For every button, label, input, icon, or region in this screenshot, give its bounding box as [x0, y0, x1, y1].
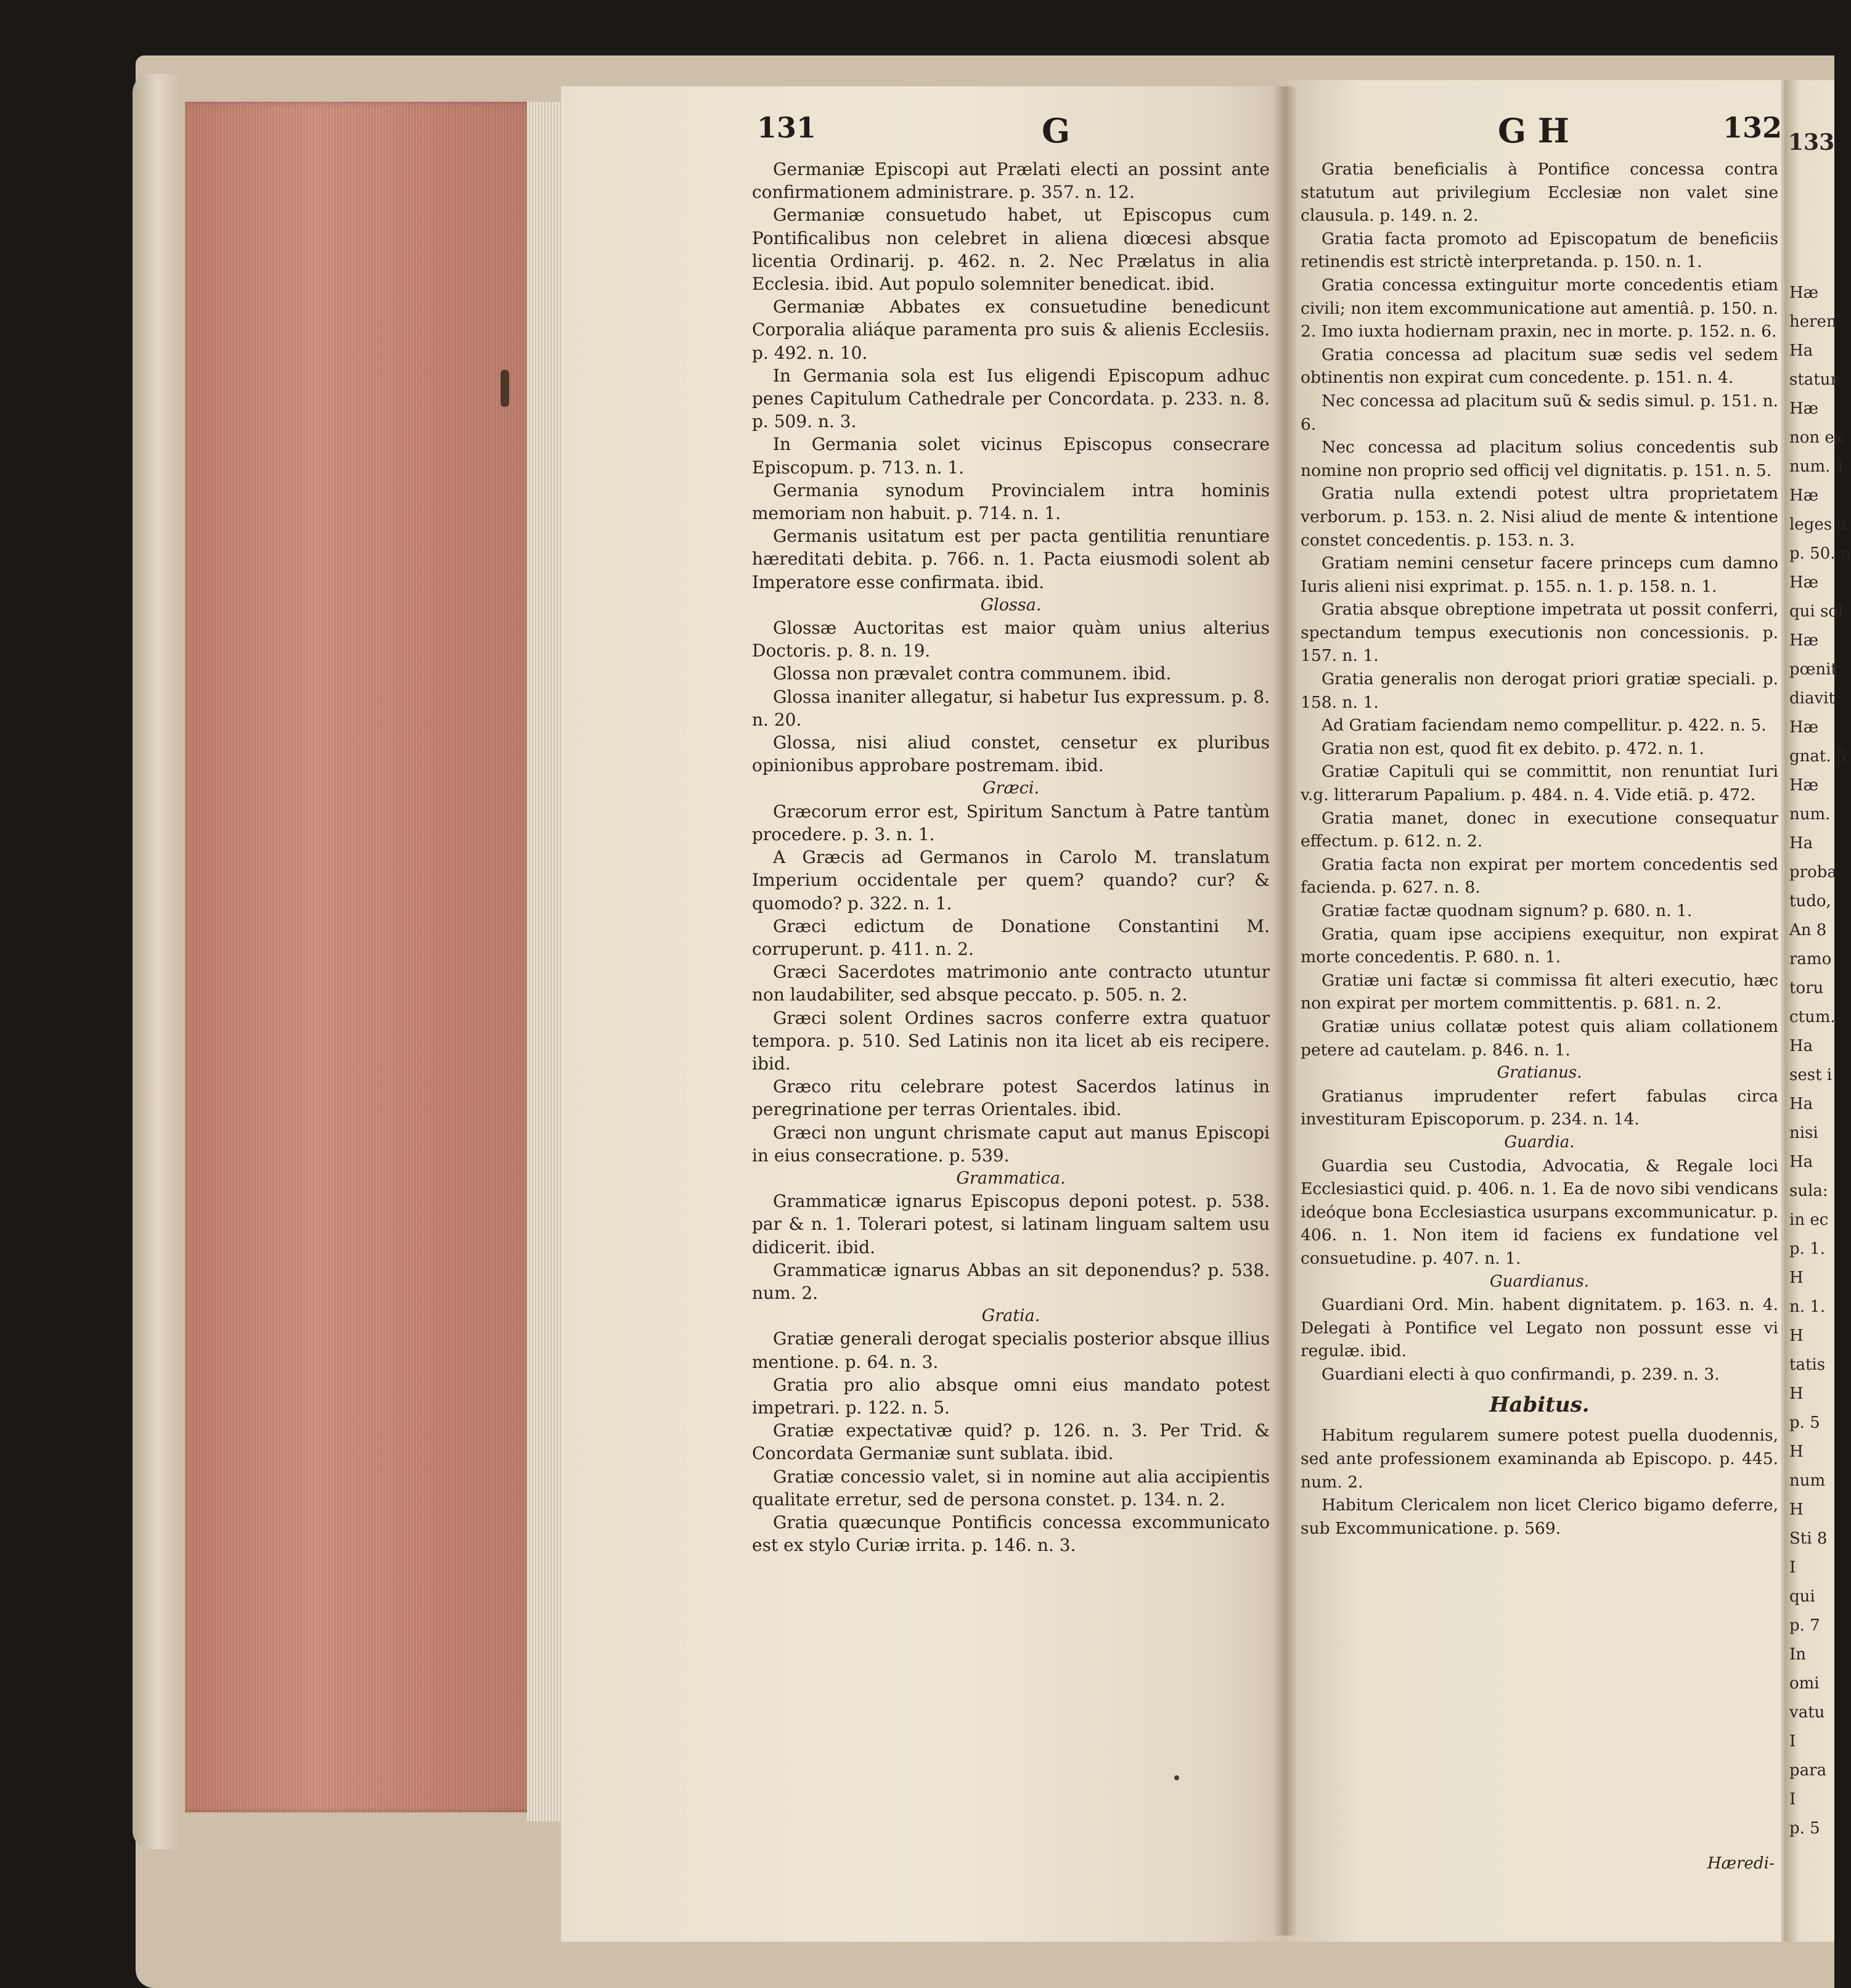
next-page-fragment: heren: [1789, 313, 1837, 331]
index-entry: Gratiæ factæ quodnam signum? p. 680. n. 1.: [1322, 901, 1693, 920]
section-heading: Glossa.: [980, 595, 1042, 615]
book-fore-edge: [185, 102, 558, 1812]
index-entry: Nec concessa ad placitum suũ & sedis simul. p. 151. n. 6.: [1301, 391, 1778, 434]
next-page-fragment: n. 1.: [1789, 1298, 1826, 1316]
index-entry: Gratiæ generali derogat specialis posterior absque illius mentione. p. 64. n. 3.: [752, 1328, 1270, 1372]
index-entry: Habitum regularem sumere potest puella duodennis, sed ante professionem examinanda ab Episcopo. p. 445. num. 2.: [1301, 1426, 1778, 1492]
ink-stain: [501, 370, 509, 407]
next-page-fragment: H: [1789, 1500, 1804, 1519]
next-page-fragment: sest i: [1789, 1066, 1833, 1084]
next-page-fragment: omi: [1789, 1674, 1820, 1693]
section-heading: Gratianus.: [1497, 1063, 1582, 1082]
gutter-shadow: [1273, 86, 1297, 1936]
index-entry: Glossa non prævalet contra communem. ibid.: [773, 663, 1172, 684]
next-page-fragment: pœnit: [1789, 660, 1837, 679]
index-entry: Glossa, nisi aliud constet, censetur ex pluribus opinionibus approbare postremam. ibid.: [752, 732, 1270, 776]
right-page-number: 132: [1723, 111, 1783, 144]
index-entry: Gratia pro alio absque omni eius mandato potest impetrari. p. 122. n. 5.: [752, 1374, 1270, 1418]
next-page-fragment: p. 50. n: [1789, 544, 1851, 563]
next-page-fragment: H: [1789, 1385, 1804, 1403]
next-page-fragment: toru: [1789, 979, 1824, 997]
next-page-fragment: tatis: [1789, 1356, 1826, 1374]
next-page-fragment: An 8: [1789, 921, 1827, 939]
index-entry: Græci edictum de Donatione Constantini M. corruperunt. p. 411. n. 2.: [752, 915, 1270, 959]
index-entry: Gratia facta non expirat per mortem concedentis sed facienda. p. 627. n. 8.: [1301, 854, 1778, 898]
index-entry: Gratiam nemini censetur facere princeps cum damno Iuris alieni nisi exprimat. p. 155. n. 1. p. 158. n. 1.: [1301, 554, 1778, 596]
section-heading: Guardia.: [1504, 1132, 1575, 1151]
next-page-fragment: in ec: [1789, 1211, 1829, 1229]
next-page-fragment: Ha: [1789, 342, 1813, 360]
index-entry: Græco ritu celebrare potest Sacerdos latinus in peregrinatione per terras Orientales. ibid.: [752, 1076, 1270, 1120]
next-page-fragment: sula:: [1789, 1182, 1828, 1200]
index-entry: Germanis usitatum est per pacta gentilitia renuntiare hæreditati debita. p. 766. n. 1. Pacta eiusmodi solent ab Imperatore esse confirmata. ibid.: [752, 526, 1270, 592]
index-entry: Guardiani electi à quo confirmandi, p. 239. n. 3.: [1322, 1364, 1720, 1384]
index-entry: Gratia, quam ipse accipiens exequitur, non expirat morte concedentis. P. 680. n. 1.: [1301, 924, 1778, 967]
next-page-fragment: p. 5: [1789, 1819, 1820, 1838]
index-entry: Gratia generalis non derogat priori gratiæ speciali. p. 158. n. 1.: [1301, 669, 1778, 712]
book-cover-edge: [133, 74, 182, 1849]
next-page-fragment: I: [1789, 1732, 1796, 1751]
next-page-fragment: Ha: [1789, 834, 1813, 853]
catchword: Hæredi-: [1707, 1854, 1775, 1873]
index-entry: Gratia manet, donec in executione consequatur effectum. p. 612. n. 2.: [1301, 808, 1778, 851]
index-entry: Gratianus imprudenter refert fabulas circa investituram Episcoporum. p. 234. n. 14.: [1301, 1086, 1778, 1129]
index-entry: Gratia concessa extinguitur morte concedentis etiam civili; non item excommunicatione aut amentiâ. p. 150. n. 2. Imo iuxta hodiernam praxin, nec in morte. p. 152. n. 6.: [1301, 275, 1778, 342]
index-entry: Guardia seu Custodia, Advocatia, & Regale loci Ecclesiastici quid. p. 406. n. 1. Ea de novo sibi vendicans ideóque bona Ecclesiastica usurpans excommunicatur. p. 406. n. 1. Non item id faciens ex fundatione vel consuetudine. p. 407. n. 1.: [1301, 1156, 1778, 1268]
index-entry: Grammaticæ ignarus Episcopus deponi potest. p. 538. par & n. 1. Tolerari potest, si latinam linguam saltem usu didicerit. ibid.: [752, 1191, 1270, 1258]
next-page-fragment: Sti 8: [1789, 1529, 1828, 1548]
section-heading: Græci.: [982, 779, 1040, 798]
next-page-fragment: non ex: [1789, 428, 1844, 447]
index-entry: Græci solent Ordines sacros conferre extra quatuor tempora. p. 510. Sed Latinis non ita licet ab eis recipere. ibid.: [752, 1007, 1270, 1074]
left-page-number: 131: [757, 111, 817, 144]
index-entry: Græcorum error est, Spiritum Sanctum à Patre tantùm procedere. p. 3. n. 1.: [752, 801, 1270, 845]
next-page-fragment: Hæ: [1789, 718, 1819, 737]
index-entry: Gratia quæcunque Pontificis concessa excommunicato est ex stylo Curiæ irrita. p. 146. n. 3.: [752, 1511, 1270, 1556]
index-entry: Ad Gratiam faciendam nemo compellitur. p. 422. n. 5.: [1322, 716, 1767, 735]
index-entry: Græci Sacerdotes matrimonio ante contracto utuntur non laudabiliter, sed absque peccato. p. 505. n. 2.: [752, 962, 1270, 1005]
next-page-fragment: qui sol: [1789, 602, 1844, 621]
section-heading: Grammatica.: [956, 1168, 1066, 1188]
next-page-fragment: ctum.: [1789, 1008, 1836, 1026]
index-entry: Gratiæ concessio valet, si in nomine aut alia accipientis qualitate erretur, sed de persona constet. p. 134. n. 2.: [752, 1466, 1270, 1510]
index-entry: Gratia beneficialis à Pontifice concessa contra statutum aut privilegium Ecclesiæ non valet sine clausula. p. 149. n. 2.: [1301, 160, 1778, 226]
next-page-fragment: leges a: [1789, 515, 1847, 534]
next-page-fragment: ramo: [1789, 950, 1832, 968]
next-page-edge: [1784, 80, 1851, 1942]
paper-speck: [1174, 1775, 1179, 1780]
section-heading: Habitus.: [1489, 1393, 1590, 1418]
index-entry: Guardiani Ord. Min. habent dignitatem. p. 163. n. 4. Delegati à Pontifice vel Legato non possunt esse vi regulæ. ibid.: [1301, 1295, 1778, 1361]
next-page-fragment: Hæ: [1789, 399, 1819, 418]
index-entry: Gratia facta promoto ad Episcopatum de beneficiis retinendis est strictè interpretanda. p. 150. n. 1.: [1301, 229, 1778, 272]
next-page-fragment: H: [1789, 1327, 1804, 1345]
index-entry: In Germania sola est Ius eligendi Episcopum adhuc penes Capitulum Cathedrale per Concordata. p. 233. n. 8. p. 509. n. 3.: [752, 365, 1270, 432]
index-entry: Germaniæ Abbates ex consuetudine benedicunt Corporalia aliáque paramenta pro suis & alienis Ecclesiis. p. 492. n. 10.: [752, 297, 1270, 363]
next-page-fragment: proba: [1789, 863, 1837, 882]
index-entry: Germaniæ Episcopi aut Prælati electi an possint ante confirmationem administrare. p. 357. n. 12.: [752, 159, 1270, 203]
next-page-fragment: statur: [1789, 370, 1838, 389]
next-page-fragment: tudo,: [1789, 892, 1831, 910]
next-page-fragment: qui: [1789, 1587, 1815, 1606]
next-page-fragment: H: [1789, 1442, 1804, 1461]
index-entry: Glossæ Auctoritas est maior quàm unius alterius Doctoris. p. 8. n. 19.: [752, 618, 1270, 661]
next-page-fragment: Hæ: [1789, 573, 1819, 592]
next-page-fragment: Hæ: [1789, 486, 1819, 505]
next-page-fragment: Ha: [1789, 1037, 1813, 1055]
next-page-fragment: para: [1789, 1761, 1827, 1780]
index-entry: Grammaticæ ignarus Abbas an sit deponendus? p. 538. num. 2.: [752, 1259, 1270, 1303]
section-heading: Guardianus.: [1489, 1272, 1589, 1291]
next-page-fragment: Hæ: [1789, 284, 1819, 302]
index-entry: Gratia nulla extendi potest ultra proprietatem verborum. p. 153. n. 2. Nisi aliud de mente & intentione constet concedentis. p. 153. n. 3.: [1301, 484, 1778, 550]
left-page-letter: G: [1042, 111, 1071, 150]
index-entry: Gratia non est, quod fit ex debito. p. 472. n. 1.: [1322, 738, 1704, 758]
next-page-fragment: num. 1: [1789, 457, 1846, 476]
next-page-fragment: In: [1789, 1645, 1807, 1664]
next-page-fragment: I: [1789, 1790, 1796, 1809]
next-page-number: 133: [1788, 129, 1835, 155]
next-page-fragment: p. 7: [1789, 1616, 1820, 1635]
right-column: [1301, 158, 1778, 1540]
index-entry: A Græcis ad Germanos in Carolo M. translatum Imperium occidentale per quem? quando? cur? & quomodo? p. 322. n. 1.: [752, 847, 1270, 914]
left-column: [752, 158, 1270, 1556]
next-page-fragment: Ha: [1789, 1095, 1813, 1113]
index-entry: Germania synodum Provincialem intra hominis memoriam non habuit. p. 714. n. 1.: [752, 480, 1270, 524]
next-page-fragment: vatu: [1789, 1703, 1825, 1722]
index-entry: Habitum Clericalem non licet Clerico bigamo deferre, sub Excommunicatione. p. 569.: [1301, 1495, 1778, 1538]
next-page-fragment: p. 5: [1789, 1413, 1820, 1432]
section-heading: Gratia.: [981, 1306, 1040, 1326]
next-page-fragment: I: [1789, 1558, 1796, 1577]
next-page-fragment: H: [1789, 1269, 1804, 1287]
index-entry: Græci non ungunt chrismate caput aut manus Episcopi in eius consecratione. p. 539.: [752, 1122, 1270, 1166]
index-entry: Glossa inaniter allegatur, si habetur Ius expressum. p. 8. n. 20.: [752, 686, 1270, 730]
index-entry: Gratiæ uni factæ si commissa fit alteri executio, hæc non expirat per mortem committentis. p. 681. n. 2.: [1301, 970, 1778, 1013]
index-entry: Gratia concessa ad placitum suæ sedis vel sedem obtinentis non expirat cum concedente. p. 151. n. 4.: [1301, 345, 1778, 388]
index-entry: Nec concessa ad placitum solius concedentis sub nomine non proprio sed officij vel dignitatis. p. 151. n. 5.: [1301, 438, 1778, 480]
next-page-fragment: p. 1.: [1789, 1240, 1825, 1258]
next-page-fragment: Hæ: [1789, 631, 1819, 650]
next-page-fragment: diavit: [1789, 689, 1835, 708]
index-entry: Gratiæ expectativæ quid? p. 126. n. 3. Per Trid. & Concordata Germaniæ sunt sublata. ibid.: [752, 1420, 1270, 1464]
index-entry: Gratia absque obreptione impetrata ut possit conferri, spectandum tempus executionis non concessionis. p. 157. n. 1.: [1301, 600, 1778, 666]
next-page-fragment: nisi: [1789, 1124, 1818, 1142]
page-stack: [527, 102, 561, 1822]
next-page-fragment: num.: [1789, 805, 1831, 824]
index-entry: In Germania solet vicinus Episcopus consecrare Episcopum. p. 713. n. 1.: [752, 434, 1270, 478]
next-page-fragment: Ha: [1789, 1153, 1813, 1171]
next-page-fragment: num: [1789, 1471, 1826, 1490]
next-page-fragment: Hæ: [1789, 776, 1819, 795]
index-entry: Gratiæ unius collatæ potest quis aliam collationem petere ad cautelam. p. 846. n. 1.: [1301, 1016, 1778, 1060]
index-entry: Germaniæ consuetudo habet, ut Episcopus cum Pontificalibus non celebret in aliena diœcesi absque licentia Ordinarij. p. 462. n. 2. Nec Prælatus in alia Ecclesia. ibid. Aut populo solemniter benedicat. ibid.: [752, 205, 1270, 295]
next-page-fragment: gnat. 5: [1789, 747, 1847, 766]
right-page-letters: G H: [1498, 111, 1569, 150]
index-entry: Gratiæ Capituli qui se committit, non renuntiat Iuri v.g. litterarum Papalium. p. 484. n. 4. Vide etiã. p. 472.: [1301, 762, 1778, 805]
